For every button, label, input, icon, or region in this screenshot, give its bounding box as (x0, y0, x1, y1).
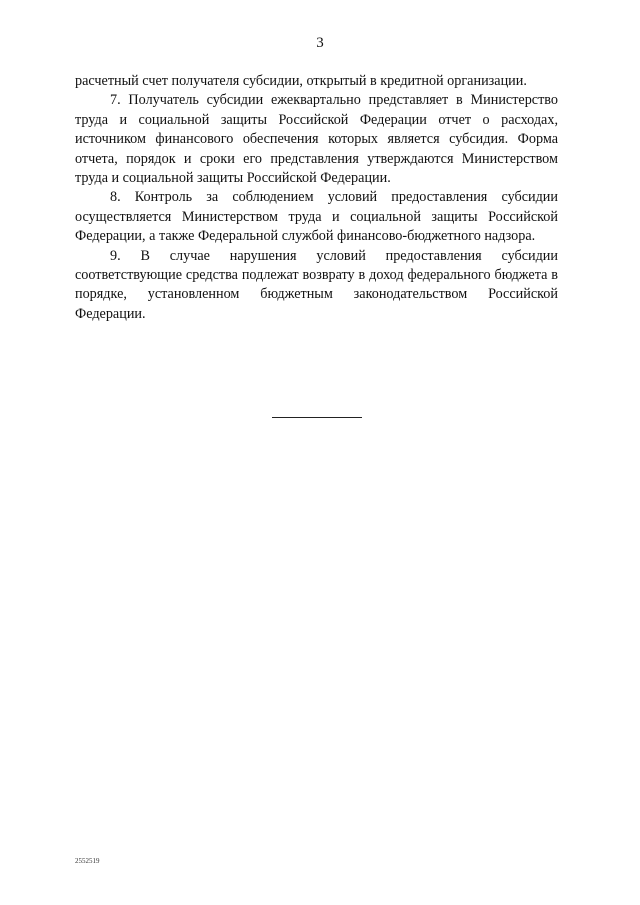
document-body (75, 72, 558, 324)
paragraph-7: 7. Получатель субсидии ежеквартально представляет в Министерство труда и социальной защиты Российской Федерации отчет о расходах, источником финансового обеспечения которых является субсидия. Форма отчета, порядок и сроки его представления утверждаются Министерством труда и социальной защиты Российской Федерации. (75, 92, 558, 187)
page-number: 3 (316, 35, 324, 51)
paragraph-continuation: расчетный счет получателя субсидии, открытый в кредитной организации. (75, 73, 527, 89)
end-divider (272, 417, 362, 418)
paragraph-9: 9. В случае нарушения условий предоставления субсидии соответствующие средства подлежат возврату в доход федерального бюджета в порядке, установленном бюджетным законодательством Российской Федерации. (75, 247, 558, 322)
document-code: 2552519 (75, 857, 100, 865)
paragraph-8: 8. Контроль за соблюдением условий предоставления субсидии осуществляется Министерством труда и социальной защиты Российской Федерации, а также Федеральной службой финансово-бюджетного надзора. (75, 189, 558, 245)
